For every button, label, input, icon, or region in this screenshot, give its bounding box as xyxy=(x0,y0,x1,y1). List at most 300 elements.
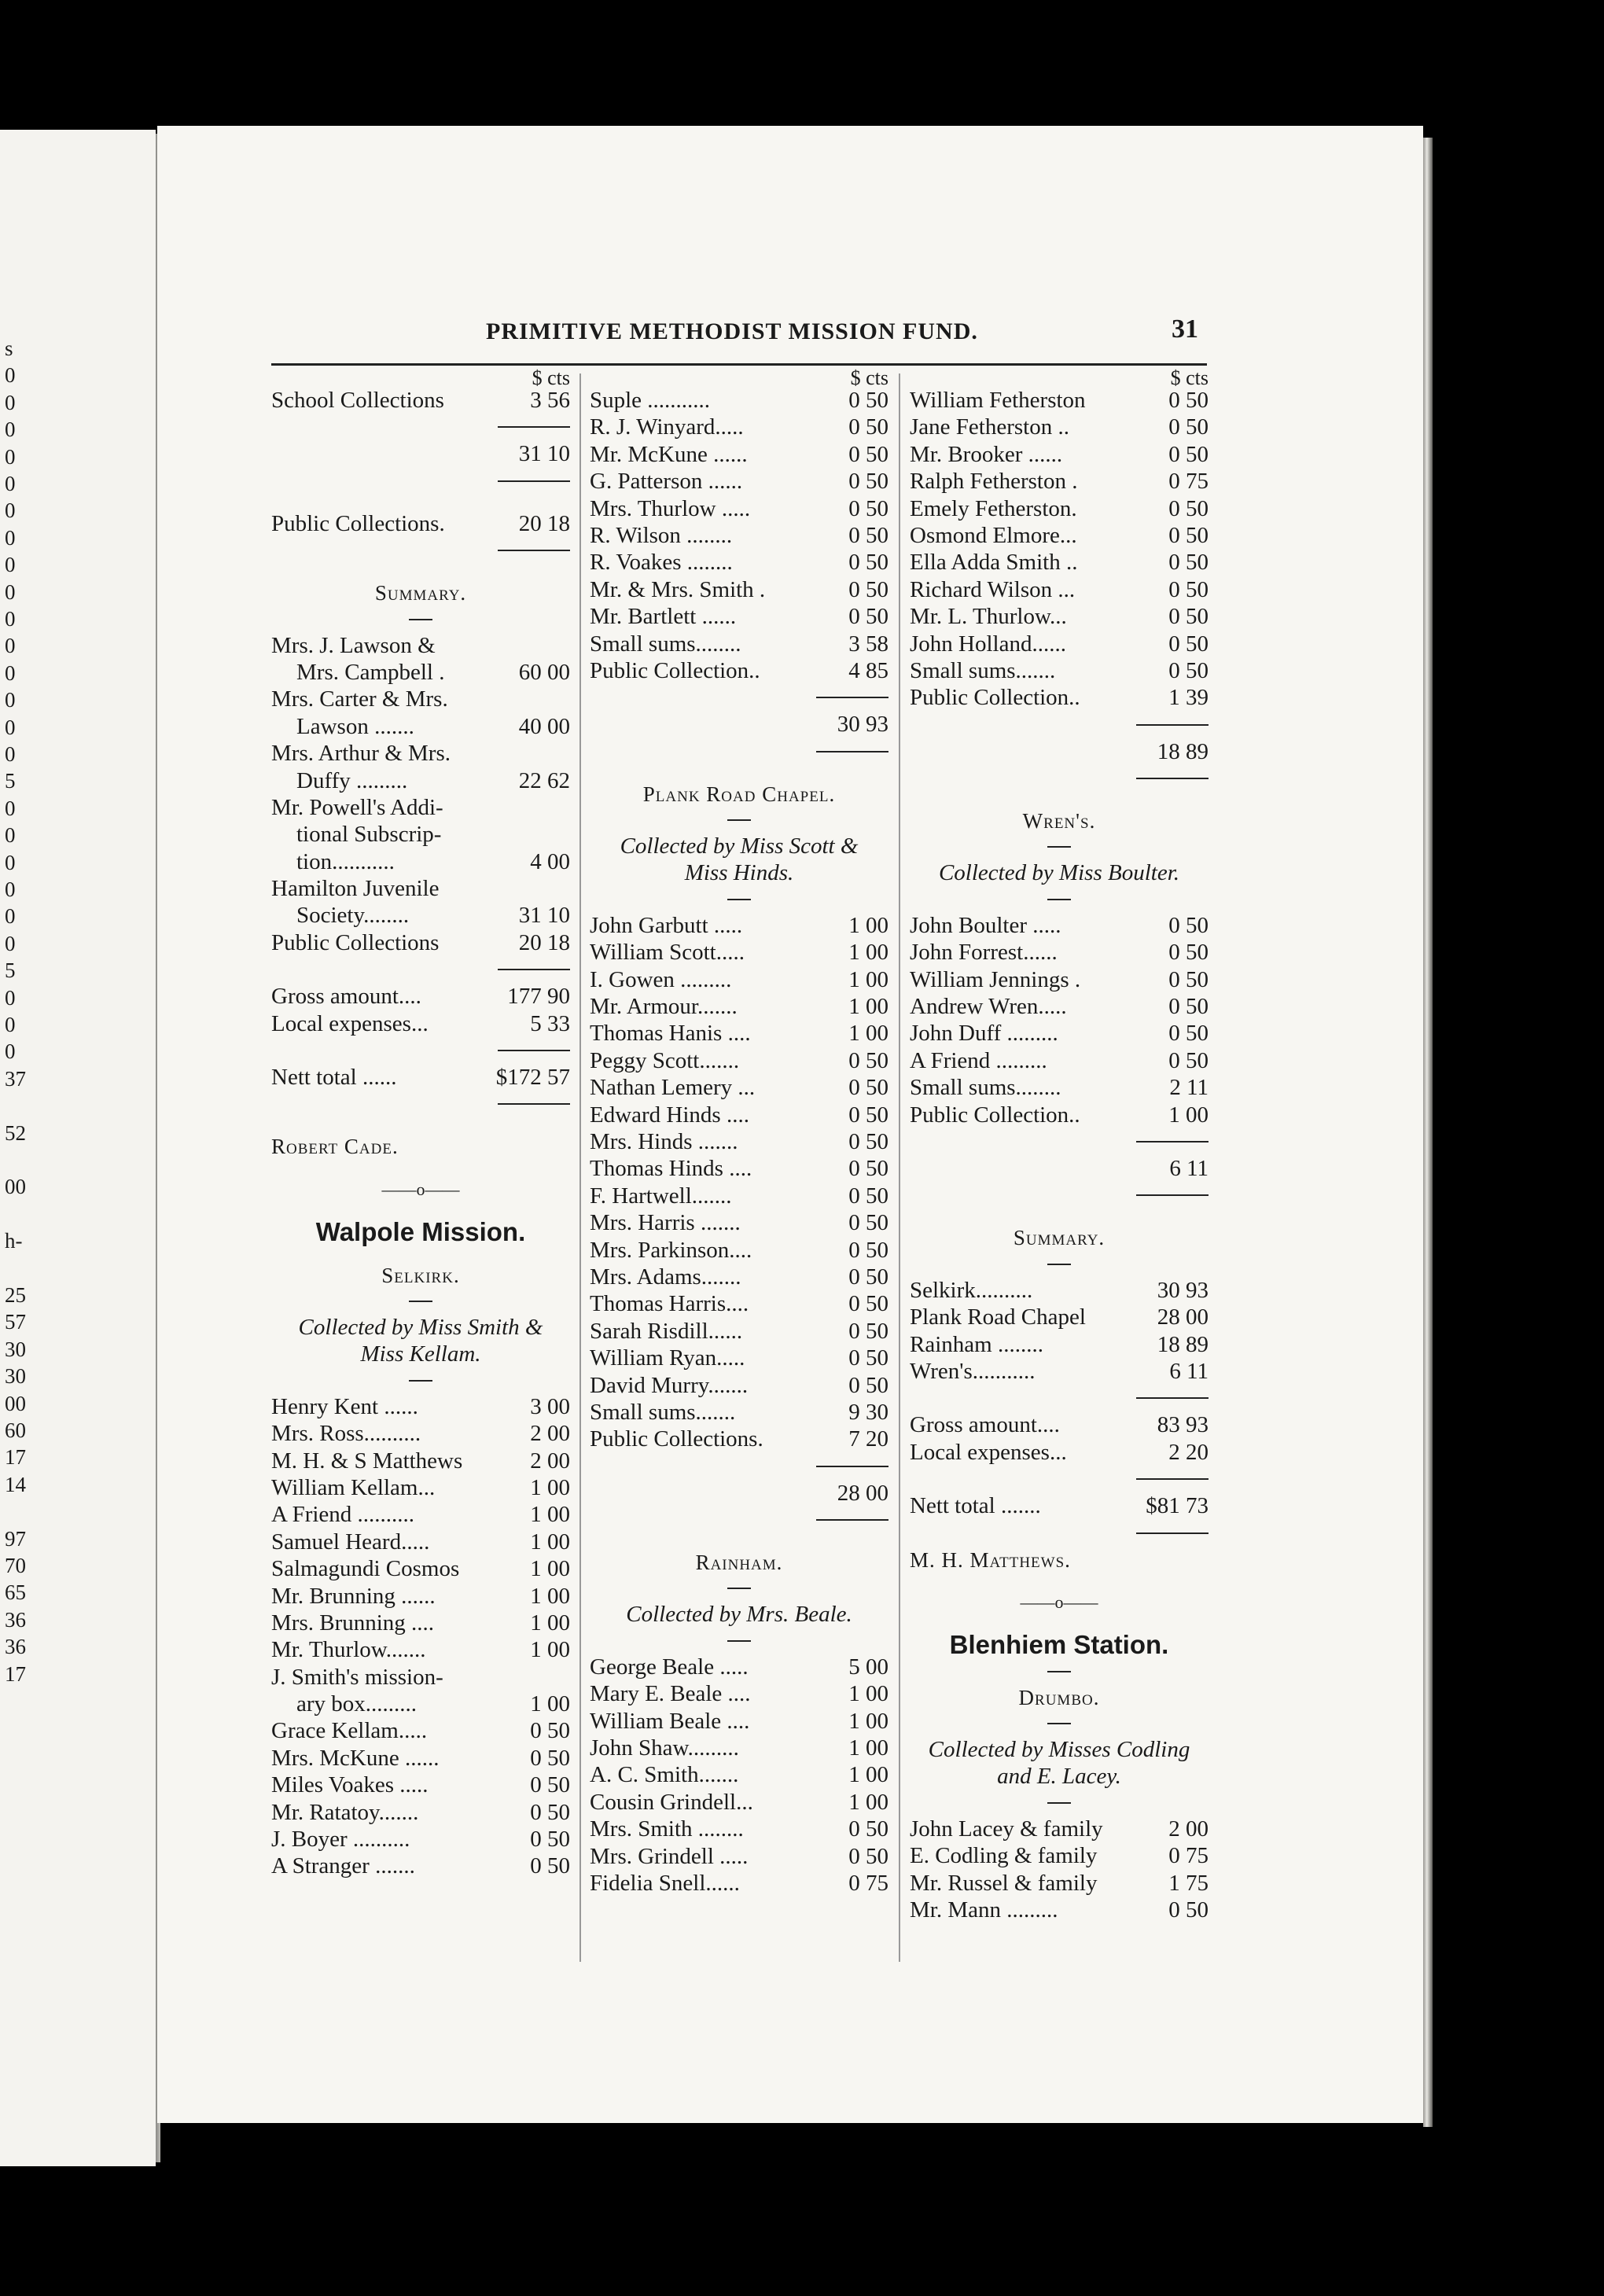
sum-rule xyxy=(590,1507,888,1533)
ledger-row xyxy=(910,603,1209,630)
ledger-row xyxy=(590,468,888,495)
facing-page-fragment: 0 xyxy=(5,715,16,739)
signature: Robert Cade. xyxy=(271,1135,399,1159)
contributor-name: Mrs. McKune ...... xyxy=(271,1745,440,1771)
contributor-name: John Holland...... xyxy=(910,631,1066,657)
section-dash xyxy=(1047,1723,1071,1724)
contributor-name: William Jennings . xyxy=(910,966,1081,992)
amount: 0 50 xyxy=(1168,1047,1209,1073)
contributor-name: William Fetherston xyxy=(910,388,1086,413)
section-dash xyxy=(1047,1802,1071,1804)
amount: 40 00 xyxy=(518,713,570,739)
contributor-name: Mrs. Smith ........ xyxy=(590,1816,744,1842)
ledger-row xyxy=(910,1870,1209,1897)
facing-page-fragment: 57 xyxy=(5,1310,26,1334)
amount: 0 50 xyxy=(848,1843,888,1869)
section-heading: Selkirk. xyxy=(381,1263,460,1287)
amount: 18 89 xyxy=(1157,738,1209,764)
column-2 xyxy=(590,366,888,1897)
ledger-row xyxy=(910,1358,1209,1385)
contributor-name: Thomas Harris.... xyxy=(590,1291,749,1317)
collector-note: Collected by Miss Scott & xyxy=(620,833,859,859)
amount: 2 11 xyxy=(1169,1075,1209,1101)
contributor-name: Public Collection.. xyxy=(590,657,760,683)
ledger-row xyxy=(590,414,888,440)
ledger-row xyxy=(271,875,570,902)
amount: 1 00 xyxy=(530,1474,570,1500)
section-dash xyxy=(727,1640,751,1642)
amount: 3 58 xyxy=(848,631,888,657)
facing-page-fragment: 65 xyxy=(5,1580,26,1605)
amount: 0 50 xyxy=(848,1372,888,1398)
contributor-name: Mrs. Ross.......... xyxy=(271,1421,421,1447)
amount: 0 50 xyxy=(1168,495,1209,521)
contributor-name: Grace Kellam..... xyxy=(271,1718,428,1744)
amount: 0 50 xyxy=(848,1210,888,1236)
contributor-name: Public Collection.. xyxy=(910,685,1080,711)
contributor-name: John Duff ......... xyxy=(910,1021,1058,1047)
ledger-row xyxy=(590,1237,888,1264)
ledger-row xyxy=(590,1290,888,1317)
amount: 0 50 xyxy=(1168,1021,1209,1047)
section-dash xyxy=(409,1380,432,1382)
ledger-row xyxy=(590,993,888,1020)
ledger-row xyxy=(910,1047,1209,1074)
facing-page-fragment: 30 xyxy=(5,1337,26,1361)
ledger-row xyxy=(271,1691,570,1717)
ledger-row xyxy=(271,440,570,467)
ledger-row xyxy=(590,1480,888,1507)
amount: 0 50 xyxy=(848,1291,888,1317)
ledger-row xyxy=(590,387,888,414)
header-rule xyxy=(271,363,1207,366)
contributor-name: Nett total ...... xyxy=(271,1065,397,1091)
contributor-name: A Friend .......... xyxy=(271,1502,415,1528)
column-divider xyxy=(579,373,581,1962)
contributor-name: Mr. Thurlow....... xyxy=(271,1637,426,1663)
ledger-row xyxy=(590,1020,888,1047)
ledger-row xyxy=(271,632,570,659)
contributor-name: A Friend ......... xyxy=(910,1047,1047,1073)
contributor-name: John Lacey & family xyxy=(910,1816,1103,1842)
contributor-name: Small sums........ xyxy=(590,631,741,657)
contributor-name: Nett total ....... xyxy=(910,1493,1041,1519)
amount: 0 50 xyxy=(848,550,888,576)
rule-line xyxy=(498,480,570,482)
ledger-row xyxy=(271,1772,570,1798)
facing-page-fragment: 37 xyxy=(5,1066,26,1091)
contributor-name: Mrs. Grindell ..... xyxy=(590,1843,749,1869)
facing-page-fragment: 25 xyxy=(5,1283,26,1307)
amount: 0 50 xyxy=(848,1318,888,1344)
spacer xyxy=(910,1573,1209,1589)
amount: $81 73 xyxy=(1146,1493,1209,1519)
amount: 0 50 xyxy=(1168,522,1209,548)
ledger-row xyxy=(910,1277,1209,1304)
contributor-name: Lawson ....... xyxy=(296,713,414,739)
ledger-row xyxy=(271,767,570,794)
signature: M. H. Matthews. xyxy=(910,1547,1071,1572)
contributor-name: Mrs. Brunning .... xyxy=(271,1610,435,1636)
amount: 9 30 xyxy=(848,1399,888,1425)
amount: 2 00 xyxy=(1168,1816,1209,1842)
contributor-name: John Shaw......... xyxy=(590,1735,739,1761)
contributor-name: tion........... xyxy=(296,848,395,874)
ledger-row xyxy=(271,686,570,712)
ledger-row xyxy=(271,1664,570,1691)
facing-page-fragment: s xyxy=(5,337,13,360)
sum-rule xyxy=(271,956,570,983)
ledger-row xyxy=(271,1501,570,1528)
rule-line xyxy=(1136,778,1209,779)
amount: 1 00 xyxy=(1168,1102,1209,1128)
amount: 0 50 xyxy=(1168,994,1209,1020)
rule-line xyxy=(1136,1397,1209,1399)
facing-page-fragment: 14 xyxy=(5,1472,26,1496)
ledger-row xyxy=(271,821,570,848)
amount: 1 00 xyxy=(848,940,888,966)
sum-rule xyxy=(910,765,1209,792)
contributor-name: Mrs. Hinds ....... xyxy=(590,1128,738,1154)
amount: 0 50 xyxy=(1168,912,1209,938)
ledger-row xyxy=(590,1870,888,1897)
contributor-name: Wren's........... xyxy=(910,1358,1036,1384)
contributor-name: Public Collections. xyxy=(271,510,445,536)
ledger-row xyxy=(271,1474,570,1501)
ledger-row xyxy=(910,387,1209,414)
section-heading: Drumbo. xyxy=(1018,1685,1100,1709)
contributor-name: Selkirk.......... xyxy=(910,1277,1033,1303)
amount: 1 00 xyxy=(530,1637,570,1663)
facing-page-fragment: 17 xyxy=(5,1445,26,1470)
ledger-row xyxy=(910,1439,1209,1466)
sum-rule xyxy=(910,1182,1209,1209)
contributor-name: Mrs. Thurlow ..... xyxy=(590,495,751,521)
ledger-row xyxy=(271,929,570,956)
facing-page-fragment: 36 xyxy=(5,1607,26,1632)
collector-note: Collected by Misses Codling xyxy=(928,1737,1190,1763)
contributor-name: Mrs. Adams....... xyxy=(590,1264,741,1290)
contributor-name: A Stranger ....... xyxy=(271,1853,415,1879)
ledger-row xyxy=(271,1529,570,1555)
ledger-row xyxy=(271,659,570,686)
spacer xyxy=(910,1209,1209,1224)
ledger-row xyxy=(590,1843,888,1870)
amount: 0 50 xyxy=(848,1237,888,1263)
contributor-name: Mr. Russel & family xyxy=(910,1870,1098,1896)
contributor-name: Public Collection.. xyxy=(910,1102,1080,1128)
amount: 0 50 xyxy=(848,1183,888,1209)
rule-line xyxy=(1136,1478,1209,1480)
contributor-name: Mr. Ratatoy....... xyxy=(271,1799,419,1825)
ledger-row xyxy=(910,1074,1209,1101)
facing-page-fragment: 00 xyxy=(5,1391,26,1415)
amount: 0 50 xyxy=(848,1264,888,1290)
amount: 1 00 xyxy=(530,1556,570,1582)
ledger-row xyxy=(590,939,888,966)
running-header: PRIMITIVE METHODIST MISSION FUND. xyxy=(486,318,978,344)
ledger-row xyxy=(590,1318,888,1345)
rule-line xyxy=(816,1466,888,1467)
amount: 0 50 xyxy=(1168,657,1209,683)
section-dash xyxy=(1047,846,1071,848)
ledger-row xyxy=(590,1074,888,1101)
facing-page-fragment: 60 xyxy=(5,1418,26,1442)
contributor-name: Mr. L. Thurlow... xyxy=(910,604,1067,630)
contributor-name: David Murry....... xyxy=(590,1372,749,1398)
contributor-name: Hamilton Juvenile xyxy=(271,876,440,902)
contributor-name: Miles Voakes ..... xyxy=(271,1772,429,1798)
ledger-row xyxy=(590,1372,888,1399)
contributor-name: Salmagundi Cosmos xyxy=(271,1556,460,1582)
ledger-row xyxy=(910,684,1209,711)
facing-page-fragment: 0 xyxy=(5,931,16,955)
amount: 3 00 xyxy=(530,1393,570,1419)
amount: 30 93 xyxy=(1157,1277,1209,1303)
ledger-row xyxy=(271,983,570,1010)
facing-page-fragment: 0 xyxy=(5,823,16,848)
section-heading: Summary. xyxy=(374,581,467,605)
section-heading: Wren's. xyxy=(1022,809,1096,833)
facing-page-fragment: 5 xyxy=(5,769,16,793)
amount: 0 50 xyxy=(530,1772,570,1798)
spacer xyxy=(910,792,1209,808)
ledger-row xyxy=(271,1393,570,1420)
ledger-row xyxy=(910,1155,1209,1182)
ledger-row xyxy=(910,912,1209,939)
ledger-row xyxy=(910,993,1209,1020)
amount: 4 85 xyxy=(848,657,888,683)
ledger-row xyxy=(590,1128,888,1155)
amount: 7 20 xyxy=(848,1426,888,1452)
facing-page-fragment: 0 xyxy=(5,363,16,388)
contributor-name: R. J. Winyard..... xyxy=(590,414,744,440)
amount: 0 50 xyxy=(1168,550,1209,576)
ledger-row xyxy=(271,387,570,414)
collector-note: Collected by Miss Smith & xyxy=(298,1314,543,1340)
currency-label: $ cts xyxy=(532,366,570,389)
amount: 0 50 xyxy=(530,1718,570,1744)
contributor-name: Small sums....... xyxy=(910,657,1056,683)
contributor-name: Duffy ......... xyxy=(296,767,408,793)
amount: 0 50 xyxy=(1168,441,1209,467)
sum-rule xyxy=(910,1128,1209,1155)
facing-page-fragment: 0 xyxy=(5,499,16,523)
ledger-row xyxy=(590,1155,888,1182)
contributor-name: John Boulter ..... xyxy=(910,912,1061,938)
amount: 0 50 xyxy=(1168,966,1209,992)
amount: 0 75 xyxy=(1168,1843,1209,1869)
contributor-name: Society........ xyxy=(296,903,410,929)
contributor-name: Jane Fetherston .. xyxy=(910,414,1069,440)
contributor-name: John Forrest...... xyxy=(910,940,1058,966)
contributor-name: Ralph Fetherston . xyxy=(910,469,1078,495)
ledger-row xyxy=(271,1745,570,1772)
spacer xyxy=(271,1161,570,1176)
amount: 0 50 xyxy=(530,1853,570,1879)
contributor-name: R. Wilson ........ xyxy=(590,522,733,548)
contributor-name: Public Collections xyxy=(271,929,440,955)
contributor-name: William Scott..... xyxy=(590,940,745,966)
rule-line xyxy=(1136,724,1209,726)
column-1 xyxy=(271,366,570,1880)
collector-note: Collected by Mrs. Beale. xyxy=(626,1602,852,1628)
amount: 0 50 xyxy=(1168,940,1209,966)
facing-page-fragment: 52 xyxy=(5,1120,26,1145)
facing-page-fragment: 0 xyxy=(5,634,16,658)
mission-title: Walpole Mission. xyxy=(315,1217,526,1247)
contributor-name: Mrs. Parkinson.... xyxy=(590,1237,752,1263)
column-divider xyxy=(899,373,900,1962)
contributor-name: Mr. Bartlett ...... xyxy=(590,604,737,630)
contributor-name: Emely Fetherston. xyxy=(910,495,1077,521)
ledger-row xyxy=(590,711,888,738)
ledger-row xyxy=(910,495,1209,522)
ledger-row xyxy=(590,631,888,657)
contributor-name: Plank Road Chapel xyxy=(910,1304,1086,1330)
page-number: 31 xyxy=(1172,315,1198,344)
contributor-name: Mrs. Arthur & Mrs. xyxy=(271,741,451,767)
amount: 0 50 xyxy=(848,522,888,548)
currency-header xyxy=(590,366,888,389)
contributor-name: Gross amount.... xyxy=(910,1412,1060,1438)
contributor-name: R. Voakes ........ xyxy=(590,550,733,576)
collector-note: Miss Hinds. xyxy=(684,860,794,886)
amount: 0 50 xyxy=(848,1816,888,1842)
amount: $172 57 xyxy=(495,1065,570,1091)
ledger-row xyxy=(910,631,1209,657)
ledger-row xyxy=(910,1816,1209,1842)
ledger-row xyxy=(590,1183,888,1209)
amount: 1 39 xyxy=(1168,685,1209,711)
ledger-row xyxy=(271,1636,570,1663)
contributor-name: Gross amount.... xyxy=(271,984,421,1010)
contributor-name: J. Boyer .......... xyxy=(271,1827,410,1853)
amount: 31 10 xyxy=(518,441,570,467)
currency-header xyxy=(271,366,570,389)
ledger-row xyxy=(271,1799,570,1826)
amount: 1 00 xyxy=(848,1735,888,1761)
amount: 28 00 xyxy=(1157,1304,1209,1330)
sum-rule xyxy=(590,684,888,711)
amount: 20 18 xyxy=(518,929,570,955)
ledger-row xyxy=(910,576,1209,603)
contributor-name: Small sums........ xyxy=(910,1075,1061,1101)
ledger-row xyxy=(271,902,570,929)
ledger-row xyxy=(271,1583,570,1610)
facing-page-fragment: 70 xyxy=(5,1554,26,1577)
section-heading: Plank Road Chapel. xyxy=(642,782,836,806)
facing-page-fragment: 30 xyxy=(5,1364,26,1389)
ledger-row xyxy=(590,1102,888,1128)
section-dash xyxy=(409,1301,432,1302)
rule-line xyxy=(1136,1141,1209,1142)
amount: 1 00 xyxy=(530,1502,570,1528)
contributor-name: Mrs. Carter & Mrs. xyxy=(271,686,448,712)
section-dash xyxy=(1047,899,1071,900)
amount: 30 93 xyxy=(837,712,888,738)
amount: 1 00 xyxy=(848,994,888,1020)
contributor-name: Mr. Powell's Addi- xyxy=(271,794,443,820)
section-heading: Rainham. xyxy=(695,1551,783,1575)
amount: 1 75 xyxy=(1168,1870,1209,1896)
contributor-name: J. Smith's mission- xyxy=(271,1664,443,1690)
contributor-name: tional Subscrip- xyxy=(296,822,442,848)
amount: 0 50 xyxy=(848,1102,888,1128)
ledger-row xyxy=(590,441,888,468)
spacer xyxy=(910,1616,1209,1632)
ledger-row xyxy=(910,1331,1209,1358)
amount: 6 11 xyxy=(1169,1155,1209,1181)
ledger-row xyxy=(910,549,1209,576)
ledger-row xyxy=(590,522,888,549)
sum-rule xyxy=(910,1466,1209,1492)
amount: 1 00 xyxy=(848,1708,888,1734)
contributor-name: Mrs. Campbell . xyxy=(296,659,445,685)
ledger-row xyxy=(910,1842,1209,1869)
sum-rule xyxy=(910,1520,1209,1547)
ledger-row xyxy=(271,794,570,821)
amount: 2 20 xyxy=(1168,1439,1209,1465)
ledger-row xyxy=(590,966,888,993)
facing-page-edge xyxy=(0,130,156,2166)
ledger-row xyxy=(590,1654,888,1680)
rule-line xyxy=(498,1103,570,1105)
rule-line xyxy=(498,969,570,970)
contributor-name: Mr. Armour....... xyxy=(590,994,738,1020)
amount: 5 00 xyxy=(848,1654,888,1680)
ledger-row xyxy=(271,1555,570,1582)
currency-label: $ cts xyxy=(850,366,888,389)
section-dash xyxy=(1047,1671,1071,1672)
facing-page-fragment: 0 xyxy=(5,878,16,901)
contributor-name: E. Codling & family xyxy=(910,1843,1098,1869)
contributor-name: George Beale ..... xyxy=(590,1654,749,1680)
contributor-name: Osmond Elmore... xyxy=(910,522,1077,548)
rule-line xyxy=(1136,1533,1209,1534)
contributor-name: M. H. & S Matthews xyxy=(271,1448,463,1474)
amount: 20 18 xyxy=(518,510,570,536)
amount: 1 00 xyxy=(530,1610,570,1636)
contributor-name: Mr. Brunning ...... xyxy=(271,1583,436,1609)
section-ornament: ——o—— xyxy=(1020,1591,1098,1612)
contributor-name: Mr. & Mrs. Smith . xyxy=(590,576,766,602)
rule-line xyxy=(816,697,888,698)
amount: 0 50 xyxy=(1168,631,1209,657)
amount: 60 00 xyxy=(518,659,570,685)
ledger-row xyxy=(590,1680,888,1707)
contributor-name: Edward Hinds .... xyxy=(590,1102,749,1128)
amount: 1 00 xyxy=(848,1681,888,1707)
rule-line xyxy=(498,550,570,551)
ledger-row xyxy=(590,1789,888,1816)
ledger-row xyxy=(910,414,1209,440)
sum-rule xyxy=(271,1037,570,1064)
ledger-row xyxy=(590,1264,888,1290)
ledger-row xyxy=(590,1761,888,1788)
ledger-row xyxy=(271,1717,570,1744)
amount: 1 00 xyxy=(848,1762,888,1788)
facing-page-fragment: 0 xyxy=(5,660,16,685)
section-dash xyxy=(727,819,751,821)
amount: 1 00 xyxy=(848,1789,888,1815)
section-dash xyxy=(409,619,432,620)
collector-note: Miss Kellam. xyxy=(360,1341,481,1367)
ledger-row xyxy=(910,1411,1209,1438)
amount: 1 00 xyxy=(530,1529,570,1555)
amount: 0 50 xyxy=(530,1799,570,1825)
contributor-name: ary box......... xyxy=(296,1691,418,1717)
